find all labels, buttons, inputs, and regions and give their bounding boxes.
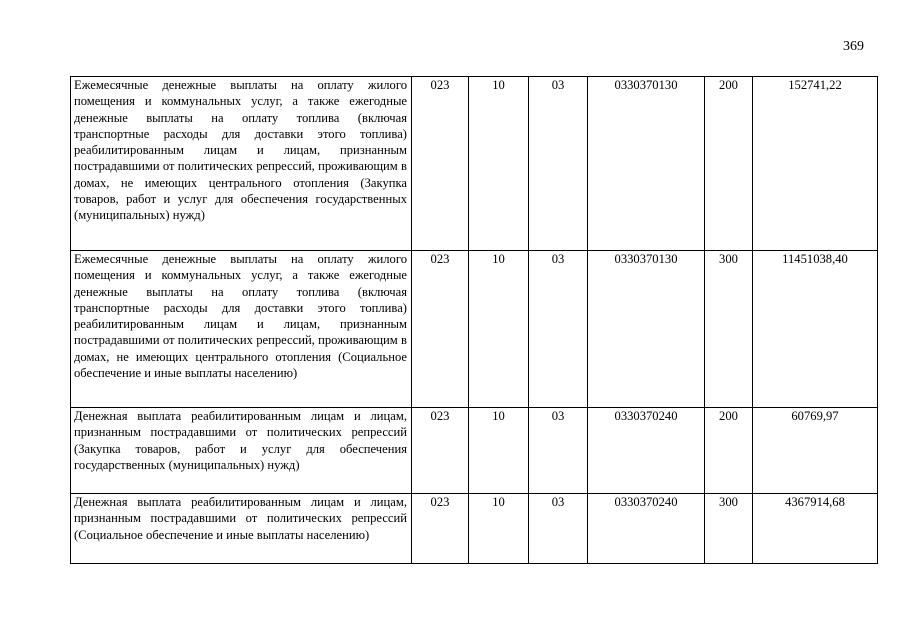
budget-table	[70, 76, 878, 564]
section-code: 10	[469, 494, 529, 564]
subsection-code: 03	[529, 77, 588, 251]
amount-value: 60769,97	[753, 408, 878, 494]
expense-type-code: 300	[705, 494, 753, 564]
subsection-code: 03	[529, 494, 588, 564]
ministry-code: 023	[412, 77, 469, 251]
row-description: Денежная выплата реабилитированным лицам и лицам, признанным пострадавшими от политических репрессий (Социальное обеспечение и иные выплаты населению)	[71, 494, 412, 564]
ministry-code: 023	[412, 251, 469, 408]
row-description: Ежемесячные денежные выплаты на оплату жилого помещения и коммунальных услуг, а также ежегодные денежные выплаты на оплату топлива (включая транспортные расходы для доставки этого топлива) реабилитированным лицам и лицам, признанным пострадавшими от политических репрессий, проживающим в домах, не имеющих центрального отопления (Закупка товаров, работ и услуг для обеспечения государственных (муниципальных) нужд)	[71, 77, 412, 251]
expense-type-code: 200	[705, 77, 753, 251]
row-description: Денежная выплата реабилитированным лицам и лицам, признанным пострадавшими от политических репрессий (Закупка товаров, работ и услуг для обеспечения государственных (муниципальных) нужд)	[71, 408, 412, 494]
ministry-code: 023	[412, 494, 469, 564]
section-code: 10	[469, 408, 529, 494]
table-row	[71, 251, 878, 408]
table-row	[71, 494, 878, 564]
target-article-code: 0330370130	[588, 77, 705, 251]
ministry-code: 023	[412, 408, 469, 494]
amount-value: 11451038,40	[753, 251, 878, 408]
subsection-code: 03	[529, 251, 588, 408]
target-article-code: 0330370130	[588, 251, 705, 408]
page-number: 369	[843, 39, 864, 54]
amount-value: 152741,22	[753, 77, 878, 251]
table-row	[71, 77, 878, 251]
amount-value: 4367914,68	[753, 494, 878, 564]
table-row	[71, 408, 878, 494]
expense-type-code: 300	[705, 251, 753, 408]
target-article-code: 0330370240	[588, 494, 705, 564]
section-code: 10	[469, 251, 529, 408]
target-article-code: 0330370240	[588, 408, 705, 494]
row-description: Ежемесячные денежные выплаты на оплату жилого помещения и коммунальных услуг, а также ежегодные денежные выплаты на оплату топлива (включая транспортные расходы для доставки этого топлива) реабилитированным лицам и лицам, признанным пострадавшими от политических репрессий, проживающим в домах, не имеющих центрального отопления (Социальное обеспечение и иные выплаты населению)	[71, 251, 412, 408]
expense-type-code: 200	[705, 408, 753, 494]
subsection-code: 03	[529, 408, 588, 494]
section-code: 10	[469, 77, 529, 251]
